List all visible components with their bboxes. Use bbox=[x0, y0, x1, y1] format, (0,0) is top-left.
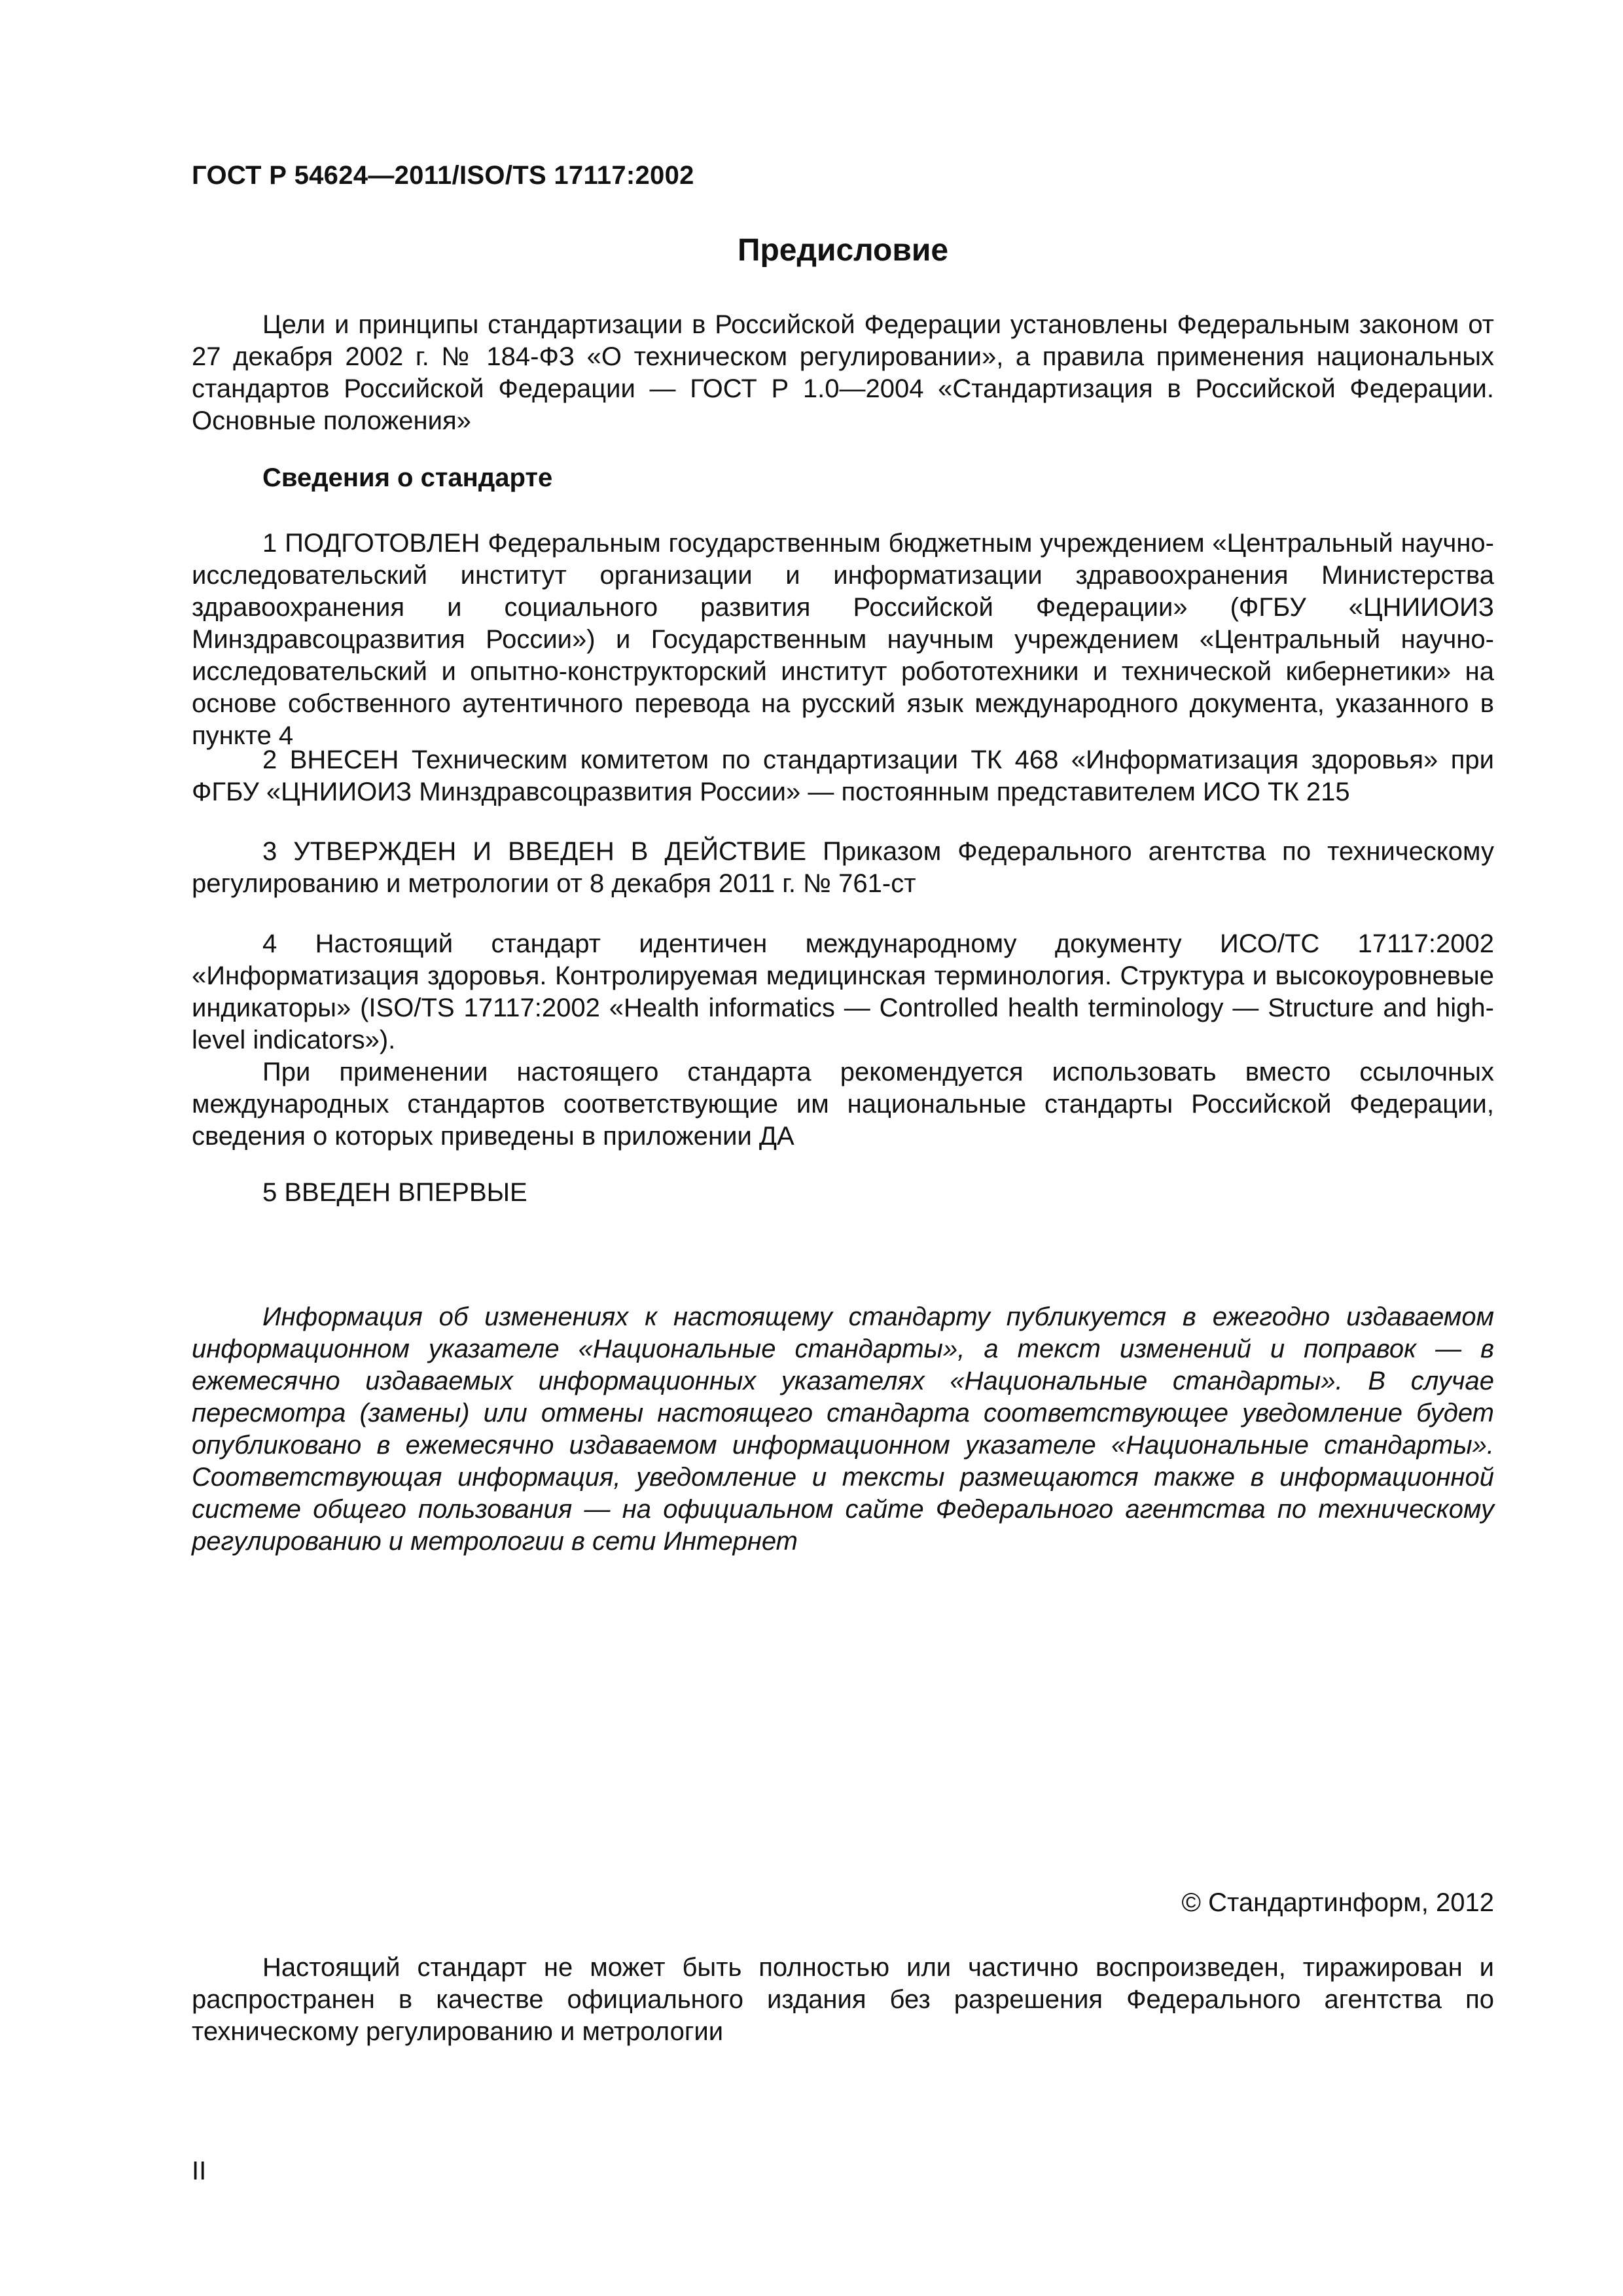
item-4-paragraph: 4 Настоящий стандарт идентичен международному документу ИСО/ТС 17117:2002 «Информатизация здоровья. Контролируемая медицинская терминология. Структура и высокоуровневые индикаторы» (ISO/TS 17117:2002 «Health informatics — Controlled health terminology — Structure and high-level indicators»). bbox=[192, 929, 1494, 1054]
page-title: Предисловие bbox=[737, 233, 949, 268]
standard-info-heading: Сведения о стандарте bbox=[262, 463, 553, 492]
copyright-notice: © Стандартинформ, 2012 bbox=[1181, 1888, 1494, 1917]
reproduction-notice: Настоящий стандарт не может быть полностью или частично воспроизведен, тиражирован и распространен в качестве официального издания без разрешения Федерального агентства по техническому регулированию и метрологии bbox=[192, 1953, 1494, 2046]
document-code-header: ГОСТ Р 54624—2011/ISO/TS 17117:2002 bbox=[192, 161, 694, 190]
item-4-section bbox=[192, 928, 1494, 1153]
intro-paragraph: Цели и принципы стандартизации в Российской Федерации установлены Федеральным законом от 27 декабря 2002 г. № 184-ФЗ «О техническом регулировании», а правила применения национальных стандартов Российской Федерации — ГОСТ Р 1.0—2004 «Стандартизация в Российской Федерации. Основные положения» bbox=[192, 310, 1494, 435]
intro-section bbox=[192, 309, 1494, 437]
changes-info-paragraph: Информация об изменениях к настоящему стандарту публикуется в ежегодно издаваемом информационном указателе «Национальные стандарты», а текст изменений и поправок — в ежемесячно издаваемых информационных указателях «Национальные стандарты». В случае пересмотра (замены) или отмены настоящего стандарта соответствующее уведомление будет опубликовано в ежемесячно издаваемом информационном указателе «Национальные стандарты». Соответствующая информация, уведомление и тексты размещаются также в информационной системе общего пользования — на официальном сайте Федерального агентства по техническому регулированию и метрологии в сети Интернет bbox=[192, 1302, 1494, 1556]
page-number: II bbox=[192, 2157, 207, 2185]
item-3-paragraph: 3 УТВЕРЖДЕН И ВВЕДЕН В ДЕЙСТВИЕ Приказом Федерального агентства по техническому регулированию и метрологии от 8 декабря 2011 г. № 761-ст bbox=[192, 837, 1494, 898]
item-5-section bbox=[192, 1177, 1494, 1209]
item-1-section bbox=[192, 528, 1494, 752]
item-2-section bbox=[192, 744, 1494, 808]
item-4-note-paragraph: При применении настоящего стандарта рекомендуется использовать вместо ссылочных международных стандартов соответствующие им национальные стандарты Российской Федерации, сведения о которых приведены в приложении ДА bbox=[192, 1058, 1494, 1151]
item-3-section bbox=[192, 836, 1494, 900]
item-2-paragraph: 2 ВНЕСЕН Техническим комитетом по стандартизации ТК 468 «Информатизация здоровья» при ФГБУ «ЦНИИОИЗ Минздравсоцразвития России» — постоянным представителем ИСО ТК 215 bbox=[192, 745, 1494, 806]
reproduction-section bbox=[192, 1952, 1494, 2048]
item-5-paragraph: 5 ВВЕДЕН ВПЕРВЫЕ bbox=[262, 1178, 527, 1207]
item-1-paragraph: 1 ПОДГОТОВЛЕН Федеральным государственным бюджетным учреждением «Центральный научно-исследовательский институт организации и информатизации здравоохранения Министерства здравоохранения и социального развития Российской Федерации» (ФГБУ «ЦНИИОИЗ Минздравсоцразвития России») и Государственным научным учреждением «Центральный научно-исследовательский и опытно-конструкторский институт робототехники и технической кибернетики» на основе собственного аутентичного перевода на русский язык международного документа, указанного в пункте 4 bbox=[192, 529, 1494, 750]
